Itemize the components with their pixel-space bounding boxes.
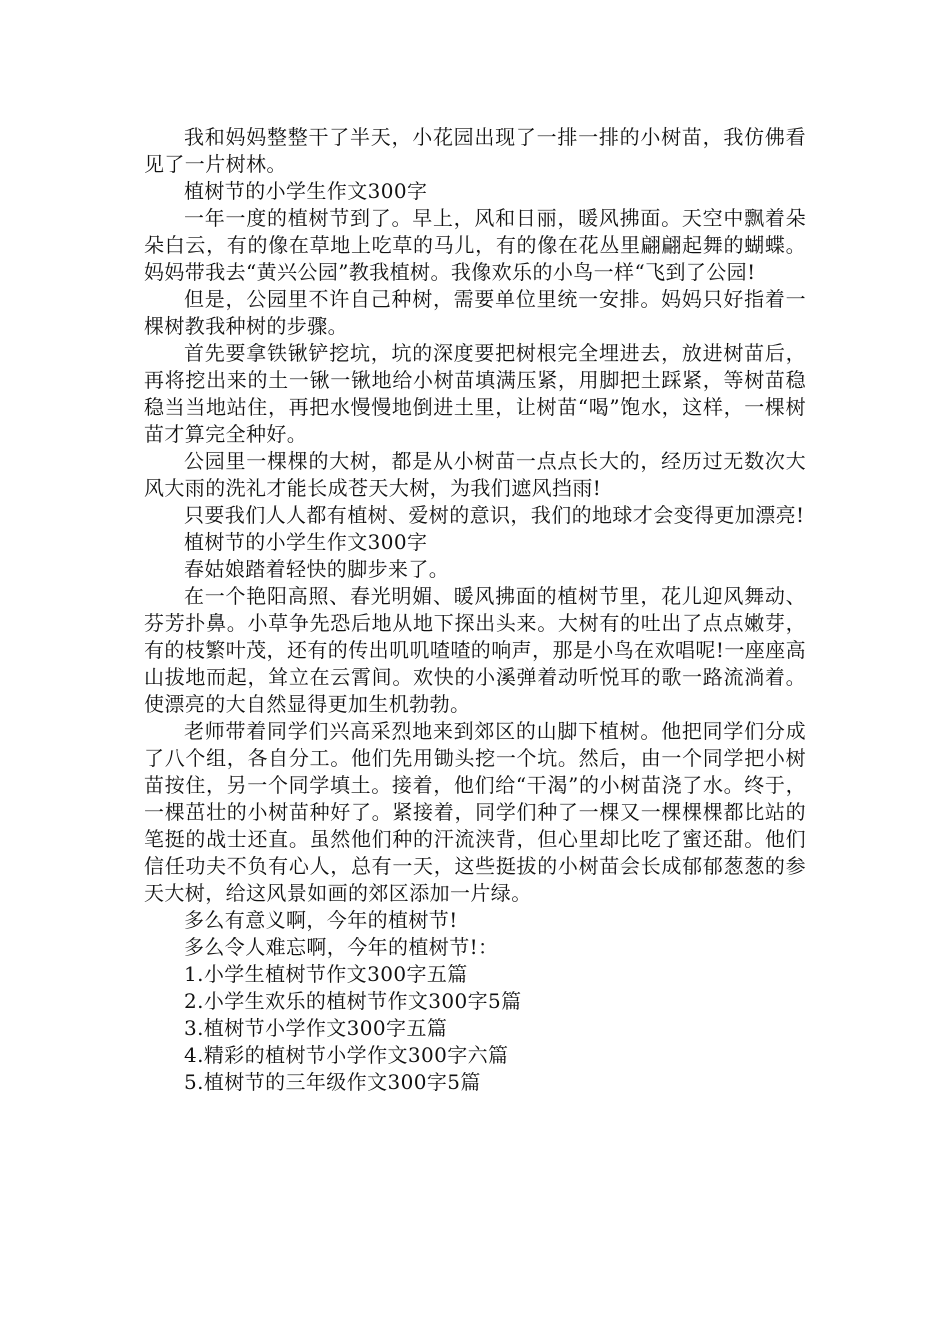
list-item[interactable]: 1.小学生植树节作文300字五篇 [184, 962, 468, 986]
paragraph: 公园里一棵棵的大树，都是从小树苗一点点长大的，经历过无数次大风大雨的洗礼才能长成苍天大树，为我们遮风挡雨! [144, 449, 806, 500]
paragraph: 在一个艳阳高照、春光明媚、暖风拂面的植树节里，花儿迎风舞动、芬芳扑鼻。小草争先恐后地从地下探出头来。大树有的吐出了点点嫩芽，有的枝繁叶茂，还有的传出叽叽喳喳的响声，那是小鸟在欢唱呢!一座座高山拔地而起，耸立在云霄间。欢快的小溪弹着动听悦耳的歌一路流淌着。使漂亮的大自然显得更加生机勃勃。 [144, 584, 806, 716]
paragraph: 但是，公园里不许自己种树，需要单位里统一安排。妈妈只好指着一棵树教我种树的步骤。 [144, 287, 806, 338]
paragraph: 老师带着同学们兴高采烈地来到郊区的山脚下植树。他把同学们分成了八个组，各自分工。他们先用锄头挖一个坑。然后，由一个同学把小树苗按住，另一个同学填土。接着，他们给“干渴”的小树苗浇了水。终于，一棵茁壮的小树苗种好了。紧接着，同学们种了一棵又一棵棵棵都比站的笔挺的战士还直。虽然他们种的汗流浃背，但心里却比吃了蜜还甜。他们信任功夫不负有心人，总有一天，这些挺拔的小树苗会长成郁郁葱葱的参天大树，给这风景如画的郊区添加一片绿。 [144, 719, 806, 905]
section-heading: 植树节的小学生作文300字 [184, 179, 428, 203]
list-item[interactable]: 4.精彩的植树节小学作文300字六篇 [184, 1043, 509, 1067]
paragraph: 一年一度的植树节到了。早上，风和日丽，暖风拂面。天空中飘着朵朵白云，有的像在草地上吃草的马儿，有的像在花丛里翩翩起舞的蝴蝶。妈妈带我去“黄兴公园”教我植树。我像欢乐的小鸟一样“飞到了公园! [144, 206, 806, 284]
section-heading: 植树节的小学生作文300字 [184, 530, 428, 554]
paragraph: 我和妈妈整整干了半天，小花园出现了一排一排的小树苗，我仿佛看见了一片树林。 [144, 125, 806, 176]
document-page [144, 124, 806, 1096]
related-articles-list [144, 961, 806, 1096]
paragraph: 首先要拿铁锹铲挖坑，坑的深度要把树根完全埋进去，放进树苗后，再将挖出来的土一锹一锹地给小树苗填满压紧，用脚把土踩紧，等树苗稳稳当当地站住，再把水慢慢地倒进土里，让树苗“喝”饱水，这样，一棵树苗才算完全种好。 [144, 341, 806, 446]
list-item[interactable]: 2.小学生欢乐的植树节作文300字5篇 [184, 989, 522, 1013]
paragraph: 多么有意义啊，今年的植树节! [184, 908, 458, 932]
paragraph: 春姑娘踏着轻快的脚步来了。 [184, 557, 450, 581]
list-item[interactable]: 3.植树节小学作文300字五篇 [184, 1016, 448, 1040]
paragraph: 多么令人难忘啊，今年的植树节!： [184, 935, 499, 959]
list-item[interactable]: 5.植树节的三年级作文300字5篇 [184, 1070, 481, 1094]
paragraph: 只要我们人人都有植树、爱树的意识，我们的地球才会变得更加漂亮! [184, 503, 805, 527]
